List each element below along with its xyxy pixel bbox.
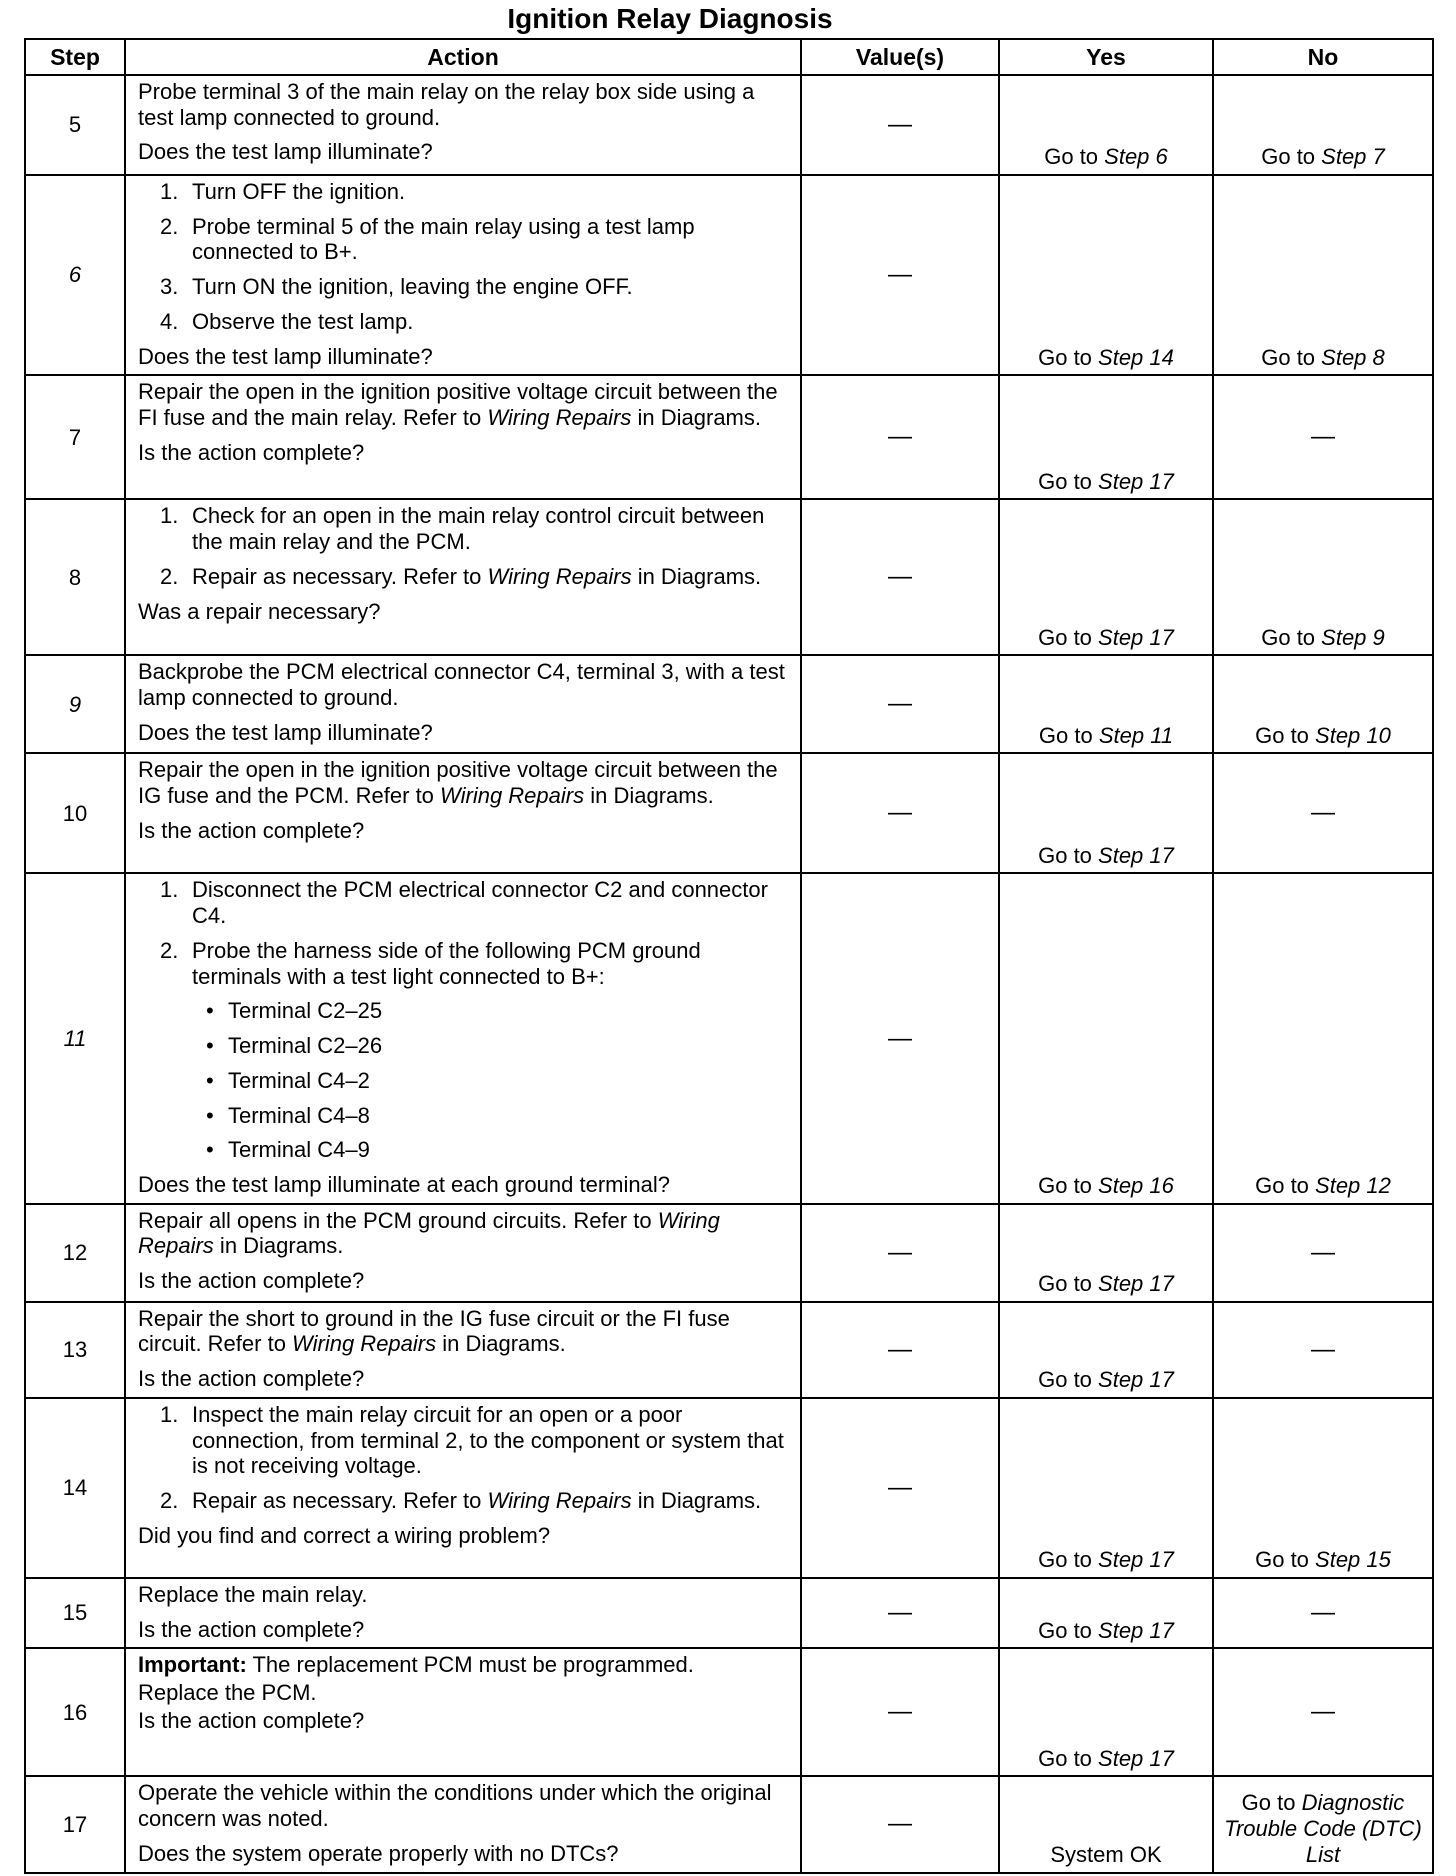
italic-reference: Wiring Repairs (292, 1331, 437, 1357)
no-cell (1213, 175, 1433, 375)
step-number: 5 (25, 75, 125, 175)
text-segment: Repair as necessary. Refer to (192, 563, 488, 589)
table-row (25, 1204, 1433, 1302)
no-cell (1213, 655, 1433, 753)
text-segment: The replacement PCM must be programmed. (246, 1652, 694, 1678)
yes-cell (999, 1302, 1213, 1398)
text-segment: Go to (1261, 144, 1322, 170)
italic-reference: Wiring Repairs (440, 783, 585, 809)
action-text (138, 1617, 792, 1643)
text-segment: Check for an open in the main relay control circuit between the main relay and the PCM. (192, 503, 765, 555)
italic-reference: Diagnostic Trouble Code (DTC) List (1224, 1790, 1422, 1867)
italic-reference: Step 6 (1104, 144, 1168, 170)
text-segment: Replace the PCM. (138, 1680, 317, 1706)
text-segment: Go to (1261, 344, 1322, 370)
yes-cell (999, 1578, 1213, 1648)
text-segment: Does the system operate properly with no DTCs? (138, 1840, 619, 1866)
text-segment: Repair the open in the ignition positive voltage circuit between the FI fuse and the main relay. Refer to (138, 379, 778, 431)
step-number: 15 (25, 1578, 125, 1648)
header-action: Action (125, 39, 801, 75)
numbered-instruction (138, 877, 792, 928)
text-segment: — (1311, 799, 1335, 827)
text-segment: in Diagrams. (436, 1331, 566, 1357)
numbered-instruction (138, 564, 792, 590)
diagnosis-table (24, 38, 1434, 1874)
text-segment: Go to (1038, 1547, 1099, 1573)
value-cell: — (801, 1302, 999, 1398)
terminal-bullet (138, 1103, 792, 1129)
text-segment: Was a repair necessary? (138, 598, 381, 624)
action-cell (125, 873, 801, 1203)
text-segment: Probe terminal 5 of the main relay using a test lamp connected to B+. (192, 213, 695, 265)
action-cell (125, 175, 801, 375)
text-segment: Disconnect the PCM electrical connector C2 and connector C4. (192, 877, 768, 929)
text-segment: Observe the test lamp. (192, 308, 414, 334)
text-segment: Replace the main relay. (138, 1581, 368, 1607)
action-cell (125, 1204, 801, 1302)
no-cell (1213, 75, 1433, 175)
numbered-instruction (138, 274, 792, 300)
italic-reference: Step 12 (1315, 1173, 1391, 1199)
header-no: No (1213, 39, 1433, 75)
italic-reference: Step 14 (1098, 344, 1174, 370)
no-cell (1213, 873, 1433, 1203)
action-text (138, 1582, 792, 1608)
text-segment: Terminal C2–25 (228, 998, 383, 1024)
list-number: 1. (160, 1401, 179, 1427)
text-segment: Go to (1038, 842, 1099, 868)
yes-cell (999, 499, 1213, 655)
italic-reference: Wiring Repairs (138, 1207, 720, 1259)
text-segment: Is the action complete? (138, 1616, 365, 1642)
table-row (25, 873, 1433, 1203)
bullet-icon: • (206, 1067, 214, 1093)
yes-cell (999, 873, 1213, 1203)
value-cell: — (801, 375, 999, 499)
text-segment: Does the test lamp illuminate? (138, 719, 433, 745)
action-text (138, 1366, 792, 1392)
italic-reference: Step 11 (1098, 722, 1174, 748)
text-segment: Terminal C4–9 (228, 1137, 370, 1163)
italic-reference: Step 10 (1315, 722, 1391, 748)
text-segment: Repair as necessary. Refer to (192, 1488, 488, 1514)
table-row (25, 1302, 1433, 1398)
step-number: 6 (25, 175, 125, 375)
italic-reference: Wiring Repairs (487, 405, 632, 431)
italic-reference: Step 17 (1098, 1617, 1174, 1643)
text-segment: Go to (1255, 1547, 1316, 1573)
italic-reference: Step 8 (1321, 344, 1385, 370)
action-text (138, 139, 792, 165)
italic-reference: Step 9 (1321, 624, 1385, 650)
no-cell (1213, 1776, 1433, 1872)
action-text (138, 1841, 792, 1867)
value-cell: — (801, 75, 999, 175)
header-step: Step (25, 39, 125, 75)
step-number: 9 (25, 655, 125, 753)
yes-cell (999, 1776, 1213, 1872)
table-row (25, 1398, 1433, 1578)
header-values: Value(s) (801, 39, 999, 75)
action-text (138, 379, 792, 430)
italic-reference: Step 7 (1321, 144, 1385, 170)
action-text (138, 1652, 792, 1678)
italic-reference: Step 17 (1098, 624, 1174, 650)
text-segment: Go to (1038, 468, 1099, 494)
action-text (138, 440, 792, 466)
action-text (138, 1523, 792, 1549)
text-segment: Does the test lamp illuminate? (138, 139, 433, 165)
text-segment: Terminal C4–8 (228, 1102, 370, 1128)
step-number: 11 (25, 873, 125, 1203)
table-row (25, 753, 1433, 873)
text-segment: — (1311, 423, 1335, 451)
value-cell: — (801, 1398, 999, 1578)
action-cell (125, 1578, 801, 1648)
table-row (25, 1776, 1433, 1872)
yes-cell (999, 175, 1213, 375)
terminal-bullet (138, 1137, 792, 1163)
value-cell: — (801, 873, 999, 1203)
action-cell (125, 1776, 801, 1872)
list-number: 2. (160, 937, 179, 963)
header-yes: Yes (999, 39, 1213, 75)
list-number: 2. (160, 1488, 179, 1514)
text-segment: — (1311, 1335, 1335, 1363)
list-number: 2. (160, 213, 179, 239)
action-cell (125, 753, 801, 873)
table-row (25, 75, 1433, 175)
action-text (138, 1680, 792, 1706)
no-cell (1213, 1648, 1433, 1776)
action-text (138, 1780, 792, 1831)
no-cell (1213, 753, 1433, 873)
text-segment: Go to (1038, 344, 1099, 370)
text-segment: Turn ON the ignition, leaving the engine OFF. (192, 274, 633, 300)
table-row (25, 1578, 1433, 1648)
step-number: 12 (25, 1204, 125, 1302)
document-title: Ignition Relay Diagnosis (507, 3, 833, 34)
list-number: 2. (160, 563, 179, 589)
value-cell: — (801, 753, 999, 873)
value-cell: — (801, 1648, 999, 1776)
terminal-bullet (138, 1068, 792, 1094)
text-segment: — (1311, 1599, 1335, 1627)
bullet-icon: • (206, 1137, 214, 1163)
italic-reference: Wiring Repairs (487, 1488, 632, 1514)
text-segment: Go to (1038, 1367, 1099, 1393)
italic-reference: Step 17 (1098, 1367, 1174, 1393)
bullet-icon: • (206, 1102, 214, 1128)
list-number: 4. (160, 308, 179, 334)
text-segment: Repair the open in the ignition positive voltage circuit between the IG fuse and the PCM. Refer to (138, 757, 778, 809)
text-segment: Go to (1038, 1271, 1099, 1297)
text-segment: Go to (1261, 624, 1322, 650)
action-text (138, 344, 792, 370)
yes-cell (999, 75, 1213, 175)
action-text (138, 757, 792, 808)
numbered-instruction (138, 1402, 792, 1479)
text-segment: Go to (1255, 722, 1316, 748)
action-cell (125, 1302, 801, 1398)
text-segment: Is the action complete? (138, 817, 365, 843)
table-row (25, 375, 1433, 499)
step-number: 8 (25, 499, 125, 655)
list-number: 1. (160, 877, 179, 903)
numbered-instruction (138, 179, 792, 205)
text-segment: Repair all opens in the PCM ground circuits. Refer to (138, 1207, 658, 1233)
action-text (138, 1172, 792, 1198)
action-cell (125, 375, 801, 499)
action-text (138, 1708, 792, 1734)
step-number: 7 (25, 375, 125, 499)
action-text (138, 599, 792, 625)
no-cell (1213, 1578, 1433, 1648)
action-text (138, 659, 792, 710)
numbered-instruction (138, 309, 792, 335)
text-segment: Go to (1255, 1173, 1316, 1199)
action-cell (125, 1398, 801, 1578)
italic-reference: Step 17 (1098, 468, 1174, 494)
numbered-instruction (138, 214, 792, 265)
italic-reference: Step 17 (1098, 1271, 1174, 1297)
list-number: 3. (160, 274, 179, 300)
text-segment: Go to (1241, 1790, 1302, 1816)
text-segment: Terminal C2–26 (228, 1033, 383, 1059)
bold-text: Important: (138, 1652, 247, 1678)
yes-cell (999, 1204, 1213, 1302)
italic-reference: Wiring Repairs (487, 563, 632, 589)
text-segment: Probe terminal 3 of the main relay on the relay box side using a test lamp connected to ground. (138, 79, 755, 130)
text-segment: Terminal C4–2 (228, 1067, 370, 1093)
text-segment: Is the action complete? (138, 1366, 365, 1392)
bullet-icon: • (206, 1033, 214, 1059)
table-row (25, 499, 1433, 655)
no-cell (1213, 1302, 1433, 1398)
header-row (25, 39, 1433, 75)
yes-cell (999, 655, 1213, 753)
text-segment: Go to (1038, 624, 1099, 650)
text-segment: Operate the vehicle within the conditions under which the original concern was noted. (138, 1780, 772, 1832)
yes-cell (999, 753, 1213, 873)
numbered-instruction (138, 1488, 792, 1514)
step-number: 17 (25, 1776, 125, 1872)
text-segment: Go to (1038, 722, 1099, 748)
text-segment: Is the action complete? (138, 1707, 365, 1733)
terminal-bullet (138, 998, 792, 1024)
no-cell (1213, 1204, 1433, 1302)
table-row (25, 655, 1433, 753)
no-cell (1213, 499, 1433, 655)
step-number: 16 (25, 1648, 125, 1776)
action-cell (125, 1648, 801, 1776)
text-segment: in Diagrams. (213, 1233, 344, 1259)
text-segment: in Diagrams. (631, 563, 762, 589)
italic-reference: Step 17 (1098, 1547, 1174, 1573)
terminal-bullet (138, 1033, 792, 1059)
text-segment: Go to (1038, 1617, 1099, 1643)
text-segment: Backprobe the PCM electrical connector C4, terminal 3, with a test lamp connected to ground. (138, 659, 785, 711)
text-segment: Go to (1038, 1745, 1099, 1771)
action-text (138, 720, 792, 746)
table-row (25, 175, 1433, 375)
yes-cell (999, 1398, 1213, 1578)
text-segment: Inspect the main relay circuit for an open or a poor connection, from terminal 2, to the component or system that is not receiving voltage. (192, 1401, 784, 1479)
italic-reference: Step 16 (1098, 1173, 1174, 1199)
text-segment: Is the action complete? (138, 439, 365, 465)
table-row (25, 1648, 1433, 1776)
text-segment: Go to (1038, 1173, 1099, 1199)
action-cell (125, 499, 801, 655)
text-segment: Does the test lamp illuminate at each ground terminal? (138, 1172, 670, 1198)
text-segment: Does the test lamp illuminate? (138, 343, 433, 369)
yes-cell (999, 375, 1213, 499)
value-cell: — (801, 1578, 999, 1648)
list-number: 1. (160, 503, 179, 529)
text-segment: System OK (1050, 1841, 1162, 1867)
text-segment: in Diagrams. (584, 783, 714, 809)
value-cell: — (801, 1204, 999, 1302)
text-segment: Did you find and correct a wiring problem? (138, 1522, 551, 1548)
action-text (138, 818, 792, 844)
action-text (138, 79, 792, 130)
numbered-instruction (138, 938, 792, 989)
bullet-icon: • (206, 998, 214, 1024)
text-segment: Go to (1044, 144, 1105, 170)
diagnosis-table-body (25, 75, 1433, 1873)
text-segment: Is the action complete? (138, 1268, 365, 1294)
step-number: 14 (25, 1398, 125, 1578)
no-cell (1213, 375, 1433, 499)
text-segment: in Diagrams. (631, 405, 761, 431)
list-number: 1. (160, 179, 179, 204)
value-cell: — (801, 499, 999, 655)
no-cell (1213, 1398, 1433, 1578)
action-text (138, 1268, 792, 1294)
value-cell: — (801, 175, 999, 375)
numbered-instruction (138, 503, 792, 554)
step-number: 13 (25, 1302, 125, 1398)
action-cell (125, 75, 801, 175)
text-segment: — (1311, 1238, 1335, 1266)
text-segment: Repair the short to ground in the IG fuse circuit or the FI fuse circuit. Refer to (138, 1305, 730, 1357)
yes-cell (999, 1648, 1213, 1776)
italic-reference: Step 15 (1315, 1547, 1391, 1573)
text-segment: in Diagrams. (631, 1488, 762, 1514)
value-cell: — (801, 1776, 999, 1872)
italic-reference: Step 17 (1098, 1745, 1174, 1771)
action-text (138, 1208, 792, 1259)
text-segment: Probe the harness side of the following PCM ground terminals with a test light connected to B+: (192, 937, 701, 989)
value-cell: — (801, 655, 999, 753)
action-text (138, 1306, 792, 1357)
text-segment: — (1311, 1698, 1335, 1726)
text-segment: Turn OFF the ignition. (192, 179, 406, 204)
italic-reference: Step 17 (1098, 842, 1174, 868)
action-cell (125, 655, 801, 753)
step-number: 10 (25, 753, 125, 873)
